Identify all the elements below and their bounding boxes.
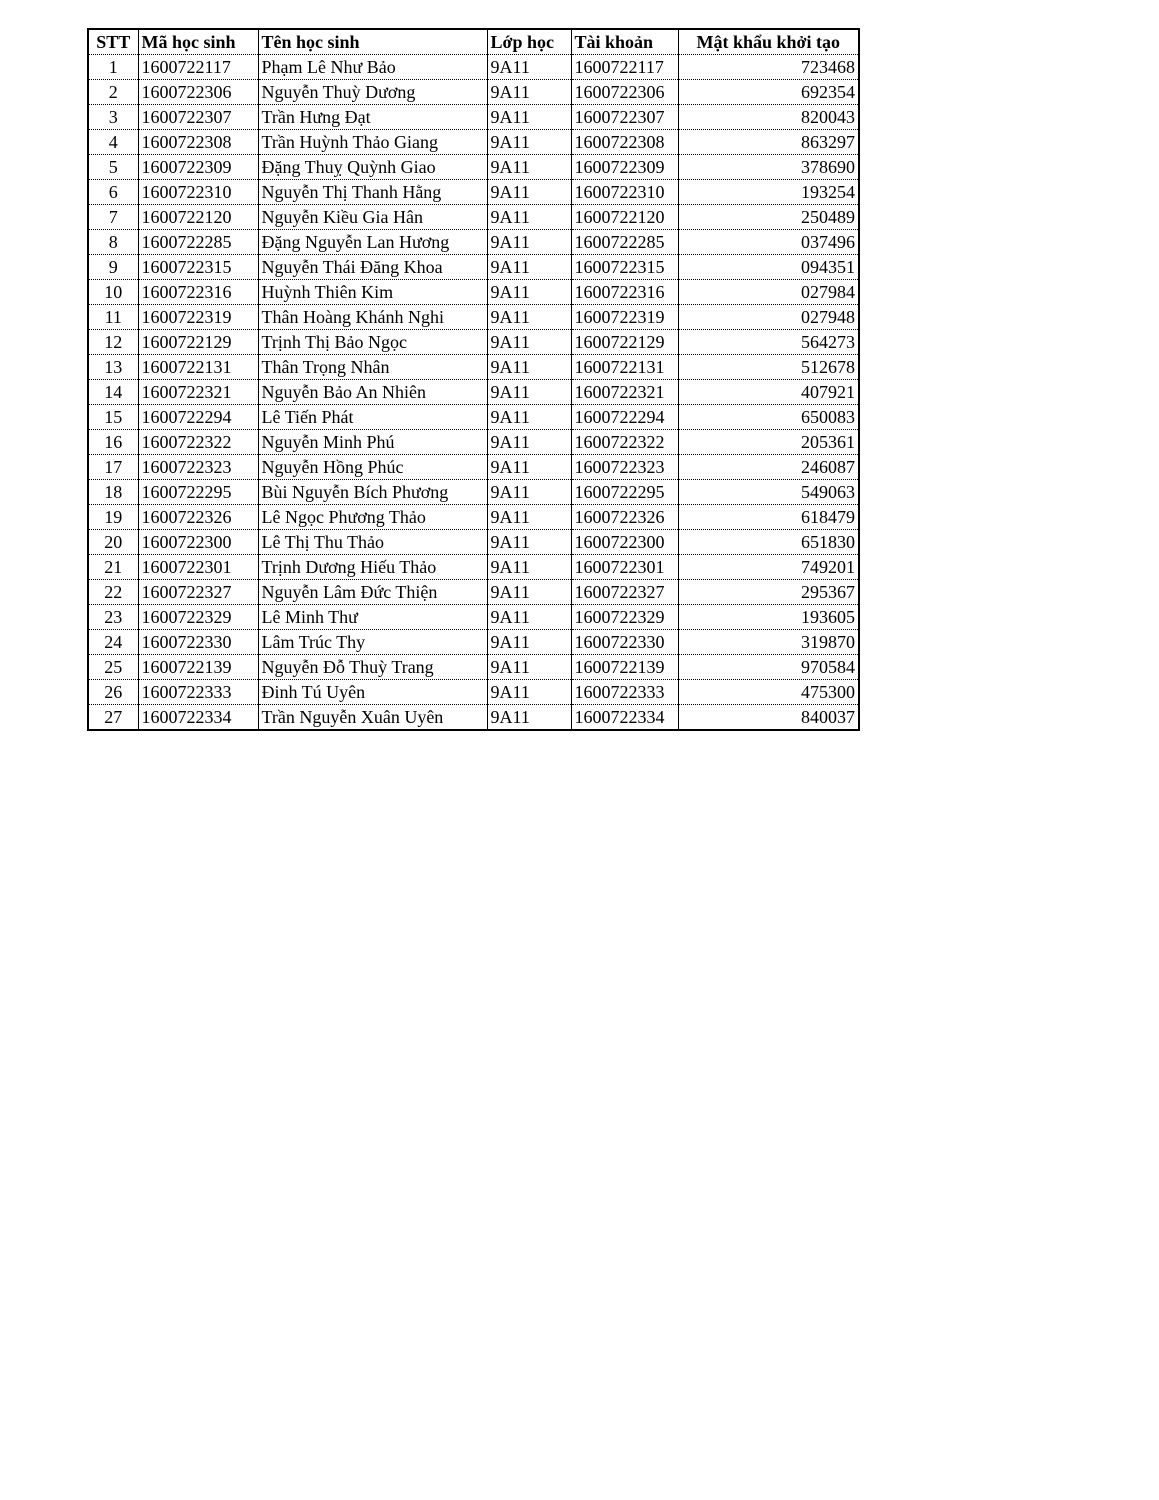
cell-stt: 9 [88,255,138,280]
cell-initial-password: 512678 [678,355,859,380]
cell-account: 1600722330 [571,630,678,655]
cell-class: 9A11 [487,580,571,605]
cell-initial-password: 027984 [678,280,859,305]
table-row [88,505,859,530]
table-row [88,605,859,630]
cell-account: 1600722306 [571,80,678,105]
cell-initial-password: 723468 [678,55,859,80]
cell-stt: 17 [88,455,138,480]
cell-class: 9A11 [487,455,571,480]
cell-initial-password: 970584 [678,655,859,680]
cell-class: 9A11 [487,380,571,405]
table-row [88,655,859,680]
cell-account: 1600722321 [571,380,678,405]
student-account-sheet [87,28,860,731]
cell-account: 1600722131 [571,355,678,380]
table-row [88,430,859,455]
cell-stt: 18 [88,480,138,505]
table-row [88,255,859,280]
cell-class: 9A11 [487,430,571,455]
table-row [88,205,859,230]
cell-class: 9A11 [487,330,571,355]
cell-student-name: Thân Trọng Nhân [258,355,487,380]
cell-initial-password: 692354 [678,80,859,105]
table-row [88,230,859,255]
cell-stt: 11 [88,305,138,330]
cell-student-id: 1600722330 [138,630,258,655]
cell-stt: 14 [88,380,138,405]
table-row [88,455,859,480]
table-row [88,530,859,555]
cell-student-name: Nguyễn Thái Đăng Khoa [258,255,487,280]
cell-stt: 7 [88,205,138,230]
cell-student-name: Trần Hưng Đạt [258,105,487,130]
cell-initial-password: 193254 [678,180,859,205]
cell-student-name: Phạm Lê Như Bảo [258,55,487,80]
cell-class: 9A11 [487,155,571,180]
table-row [88,305,859,330]
cell-account: 1600722300 [571,530,678,555]
cell-student-name: Bùi Nguyễn Bích Phương [258,480,487,505]
cell-stt: 24 [88,630,138,655]
cell-class: 9A11 [487,55,571,80]
cell-class: 9A11 [487,680,571,705]
cell-class: 9A11 [487,555,571,580]
cell-class: 9A11 [487,480,571,505]
cell-student-id: 1600722334 [138,705,258,731]
cell-stt: 27 [88,705,138,731]
table-row [88,630,859,655]
cell-initial-password: 863297 [678,130,859,155]
cell-student-id: 1600722321 [138,380,258,405]
cell-account: 1600722295 [571,480,678,505]
cell-initial-password: 651830 [678,530,859,555]
cell-stt: 22 [88,580,138,605]
cell-account: 1600722139 [571,655,678,680]
table-row [88,705,859,731]
cell-class: 9A11 [487,355,571,380]
cell-student-name: Trần Nguyễn Xuân Uyên [258,705,487,731]
cell-student-name: Lê Thị Thu Thảo [258,530,487,555]
cell-account: 1600722323 [571,455,678,480]
cell-initial-password: 475300 [678,680,859,705]
cell-initial-password: 246087 [678,455,859,480]
cell-student-name: Nguyễn Lâm Đức Thiện [258,580,487,605]
cell-student-id: 1600722301 [138,555,258,580]
cell-initial-password: 549063 [678,480,859,505]
cell-initial-password: 319870 [678,630,859,655]
cell-student-name: Thân Hoàng Khánh Nghi [258,305,487,330]
student-account-table [87,28,860,731]
cell-initial-password: 564273 [678,330,859,355]
cell-student-id: 1600722319 [138,305,258,330]
cell-account: 1600722129 [571,330,678,355]
cell-student-name: Nguyễn Hồng Phúc [258,455,487,480]
cell-initial-password: 378690 [678,155,859,180]
cell-stt: 26 [88,680,138,705]
cell-account: 1600722310 [571,180,678,205]
table-row [88,330,859,355]
cell-student-id: 1600722295 [138,480,258,505]
cell-initial-password: 407921 [678,380,859,405]
cell-student-name: Nguyễn Thị Thanh Hằng [258,180,487,205]
header-class: Lớp học [487,29,571,55]
cell-account: 1600722333 [571,680,678,705]
cell-stt: 8 [88,230,138,255]
cell-class: 9A11 [487,205,571,230]
cell-initial-password: 820043 [678,105,859,130]
cell-account: 1600722316 [571,280,678,305]
cell-account: 1600722285 [571,230,678,255]
cell-initial-password: 618479 [678,505,859,530]
cell-stt: 1 [88,55,138,80]
cell-account: 1600722301 [571,555,678,580]
table-row [88,280,859,305]
cell-initial-password: 749201 [678,555,859,580]
cell-stt: 20 [88,530,138,555]
table-header-row [88,29,859,55]
table-row [88,580,859,605]
cell-student-name: Lê Ngọc Phương Thảo [258,505,487,530]
cell-student-name: Đặng Nguyễn Lan Hương [258,230,487,255]
cell-account: 1600722322 [571,430,678,455]
header-student-id: Mã học sinh [138,29,258,55]
cell-initial-password: 295367 [678,580,859,605]
cell-stt: 25 [88,655,138,680]
cell-class: 9A11 [487,180,571,205]
cell-student-name: Lê Tiến Phát [258,405,487,430]
table-row [88,380,859,405]
table-row [88,480,859,505]
cell-initial-password: 205361 [678,430,859,455]
cell-stt: 23 [88,605,138,630]
cell-account: 1600722319 [571,305,678,330]
cell-student-id: 1600722300 [138,530,258,555]
header-stt: STT [88,29,138,55]
cell-student-name: Nguyễn Đỗ Thuỳ Trang [258,655,487,680]
cell-class: 9A11 [487,655,571,680]
cell-account: 1600722334 [571,705,678,731]
cell-class: 9A11 [487,405,571,430]
cell-account: 1600722120 [571,205,678,230]
cell-stt: 2 [88,80,138,105]
cell-student-id: 1600722309 [138,155,258,180]
cell-student-id: 1600722329 [138,605,258,630]
cell-student-name: Đinh Tú Uyên [258,680,487,705]
cell-student-id: 1600722323 [138,455,258,480]
table-row [88,155,859,180]
table-row [88,130,859,155]
cell-student-id: 1600722315 [138,255,258,280]
cell-stt: 15 [88,405,138,430]
header-account: Tài khoản [571,29,678,55]
cell-initial-password: 840037 [678,705,859,731]
cell-account: 1600722329 [571,605,678,630]
cell-stt: 6 [88,180,138,205]
header-initial-password: Mật khẩu khởi tạo [678,29,859,55]
cell-stt: 5 [88,155,138,180]
table-row [88,355,859,380]
cell-class: 9A11 [487,305,571,330]
cell-student-id: 1600722327 [138,580,258,605]
cell-student-name: Nguyễn Thuỳ Dương [258,80,487,105]
cell-student-id: 1600722307 [138,105,258,130]
cell-class: 9A11 [487,605,571,630]
cell-class: 9A11 [487,530,571,555]
cell-account: 1600722307 [571,105,678,130]
cell-student-id: 1600722326 [138,505,258,530]
cell-student-name: Lê Minh Thư [258,605,487,630]
cell-class: 9A11 [487,230,571,255]
cell-account: 1600722327 [571,580,678,605]
table-row [88,180,859,205]
cell-initial-password: 027948 [678,305,859,330]
cell-student-name: Đặng Thuỵ Quỳnh Giao [258,155,487,180]
cell-student-id: 1600722306 [138,80,258,105]
cell-student-name: Huỳnh Thiên Kim [258,280,487,305]
header-student-name: Tên học sinh [258,29,487,55]
cell-initial-password: 250489 [678,205,859,230]
table-row [88,105,859,130]
cell-student-name: Trần Huỳnh Thảo Giang [258,130,487,155]
cell-stt: 4 [88,130,138,155]
table-row [88,55,859,80]
cell-stt: 10 [88,280,138,305]
cell-stt: 19 [88,505,138,530]
cell-class: 9A11 [487,705,571,731]
cell-student-id: 1600722131 [138,355,258,380]
cell-account: 1600722294 [571,405,678,430]
cell-student-id: 1600722139 [138,655,258,680]
cell-initial-password: 037496 [678,230,859,255]
cell-student-id: 1600722120 [138,205,258,230]
cell-initial-password: 193605 [678,605,859,630]
cell-class: 9A11 [487,280,571,305]
table-row [88,405,859,430]
cell-student-id: 1600722322 [138,430,258,455]
cell-stt: 12 [88,330,138,355]
cell-account: 1600722117 [571,55,678,80]
cell-student-id: 1600722294 [138,405,258,430]
cell-student-name: Nguyễn Bảo An Nhiên [258,380,487,405]
cell-stt: 3 [88,105,138,130]
cell-initial-password: 650083 [678,405,859,430]
cell-class: 9A11 [487,80,571,105]
cell-student-name: Nguyễn Kiều Gia Hân [258,205,487,230]
table-row [88,555,859,580]
cell-student-id: 1600722333 [138,680,258,705]
cell-account: 1600722309 [571,155,678,180]
cell-account: 1600722308 [571,130,678,155]
cell-class: 9A11 [487,505,571,530]
cell-class: 9A11 [487,630,571,655]
cell-stt: 21 [88,555,138,580]
cell-student-id: 1600722285 [138,230,258,255]
table-row [88,80,859,105]
cell-student-id: 1600722308 [138,130,258,155]
table-row [88,680,859,705]
cell-student-id: 1600722316 [138,280,258,305]
cell-student-name: Nguyễn Minh Phú [258,430,487,455]
cell-class: 9A11 [487,130,571,155]
cell-stt: 13 [88,355,138,380]
cell-account: 1600722326 [571,505,678,530]
cell-student-name: Trịnh Dương Hiếu Thảo [258,555,487,580]
cell-account: 1600722315 [571,255,678,280]
cell-student-id: 1600722310 [138,180,258,205]
cell-stt: 16 [88,430,138,455]
cell-student-name: Lâm Trúc Thy [258,630,487,655]
cell-initial-password: 094351 [678,255,859,280]
table-body [88,55,859,731]
cell-student-id: 1600722117 [138,55,258,80]
cell-student-name: Trịnh Thị Bảo Ngọc [258,330,487,355]
cell-class: 9A11 [487,105,571,130]
cell-student-id: 1600722129 [138,330,258,355]
cell-class: 9A11 [487,255,571,280]
